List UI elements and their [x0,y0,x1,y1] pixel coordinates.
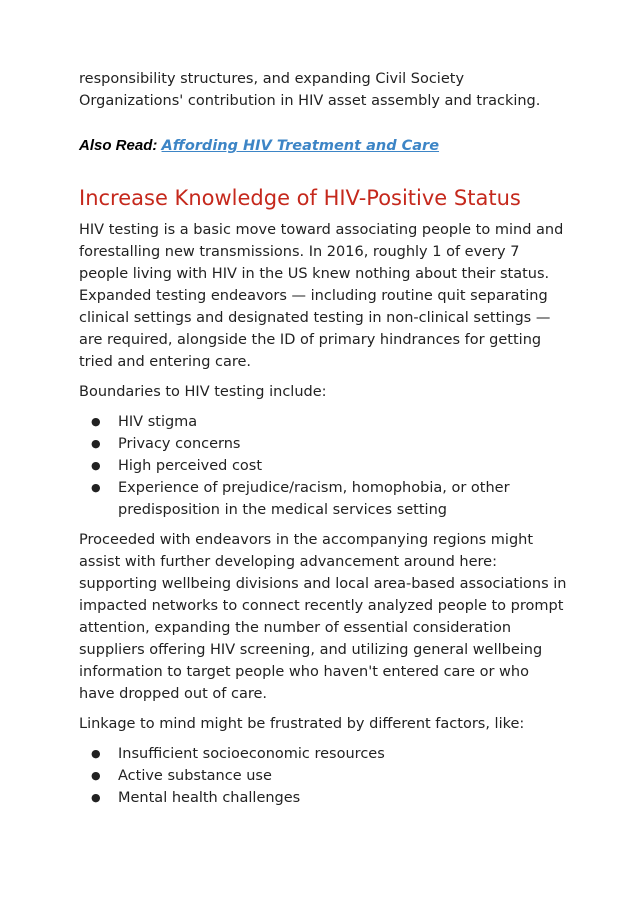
list-item [79,765,569,787]
list-item [79,411,569,433]
paragraph-line: suppliers offering HIV screening, and utilizing general wellbeing [79,642,543,658]
paragraph-line: Expanded testing endeavors — including routine quit separating [79,288,548,304]
paragraph-line: impacted networks to connect recently analyzed people to prompt [79,598,564,614]
bullet-icon: ● [91,481,101,494]
also-read-link[interactable]: Affording HIV Treatment and Care [161,138,440,154]
also-read-label: Also Read: [79,137,158,154]
paragraph-line: attention, expanding the number of essential consideration [79,620,512,636]
bullet-icon: ● [91,415,101,428]
linkage-intro: Linkage to mind might be frustrated by different factors, like: [79,716,525,732]
list-item-text: Privacy concerns [118,436,241,452]
list-item [79,743,569,765]
paragraph-line: clinical settings and designated testing in non-clinical settings — [79,310,551,326]
bullet-icon: ● [91,769,101,782]
paragraph-line: assist with further developing advancement around here: [79,554,497,570]
paragraph-line: people living with HIV in the US knew nothing about their status. [79,266,550,282]
list-item [79,787,569,809]
paragraph-line: tried and entering care. [79,354,252,370]
list-item [79,455,569,477]
list-item-text: Experience of prejudice/racism, homophobia, or other [118,480,510,496]
intro-paragraph [79,68,569,112]
list-item-text: Insufficient socioeconomic resources [118,746,385,762]
paragraph-line: forestalling new transmissions. In 2016, roughly 1 of every 7 [79,244,520,260]
paragraph-line: are required, alongside the ID of primary hindrances for getting [79,332,542,348]
list-item-text: Active substance use [118,768,272,784]
bullet-icon: ● [91,747,101,760]
linkage-factors-list [79,743,569,809]
intro-line: responsibility structures, and expanding Civil Society [79,71,465,87]
paragraph-line: HIV testing is a basic move toward associating people to mind and [79,222,564,238]
document-page [79,68,569,817]
bullet-icon: ● [91,437,101,450]
boundaries-intro: Boundaries to HIV testing include: [79,384,327,400]
intro-line: Organizations' contribution in HIV asset assembly and tracking. [79,93,541,109]
paragraph-line: Proceeded with endeavors in the accompanying regions might [79,532,534,548]
boundaries-list [79,411,569,521]
list-item [79,477,569,521]
list-item-text: High perceived cost [118,458,263,474]
list-item-text: Mental health challenges [118,790,301,806]
list-item [79,433,569,455]
also-read [79,135,569,157]
section-heading: Increase Knowledge of HIV-Positive Status [79,186,521,210]
paragraph-line: have dropped out of care. [79,686,268,702]
list-item-text: predisposition in the medical services setting [118,502,447,518]
paragraph-line: information to target people who haven't entered care or who [79,664,529,680]
efforts-paragraph [79,529,569,705]
bullet-icon: ● [91,791,101,804]
bullet-icon: ● [91,459,101,472]
testing-paragraph [79,219,569,373]
list-item-text: HIV stigma [118,414,198,430]
paragraph-line: supporting wellbeing divisions and local area-based associations in [79,576,567,592]
